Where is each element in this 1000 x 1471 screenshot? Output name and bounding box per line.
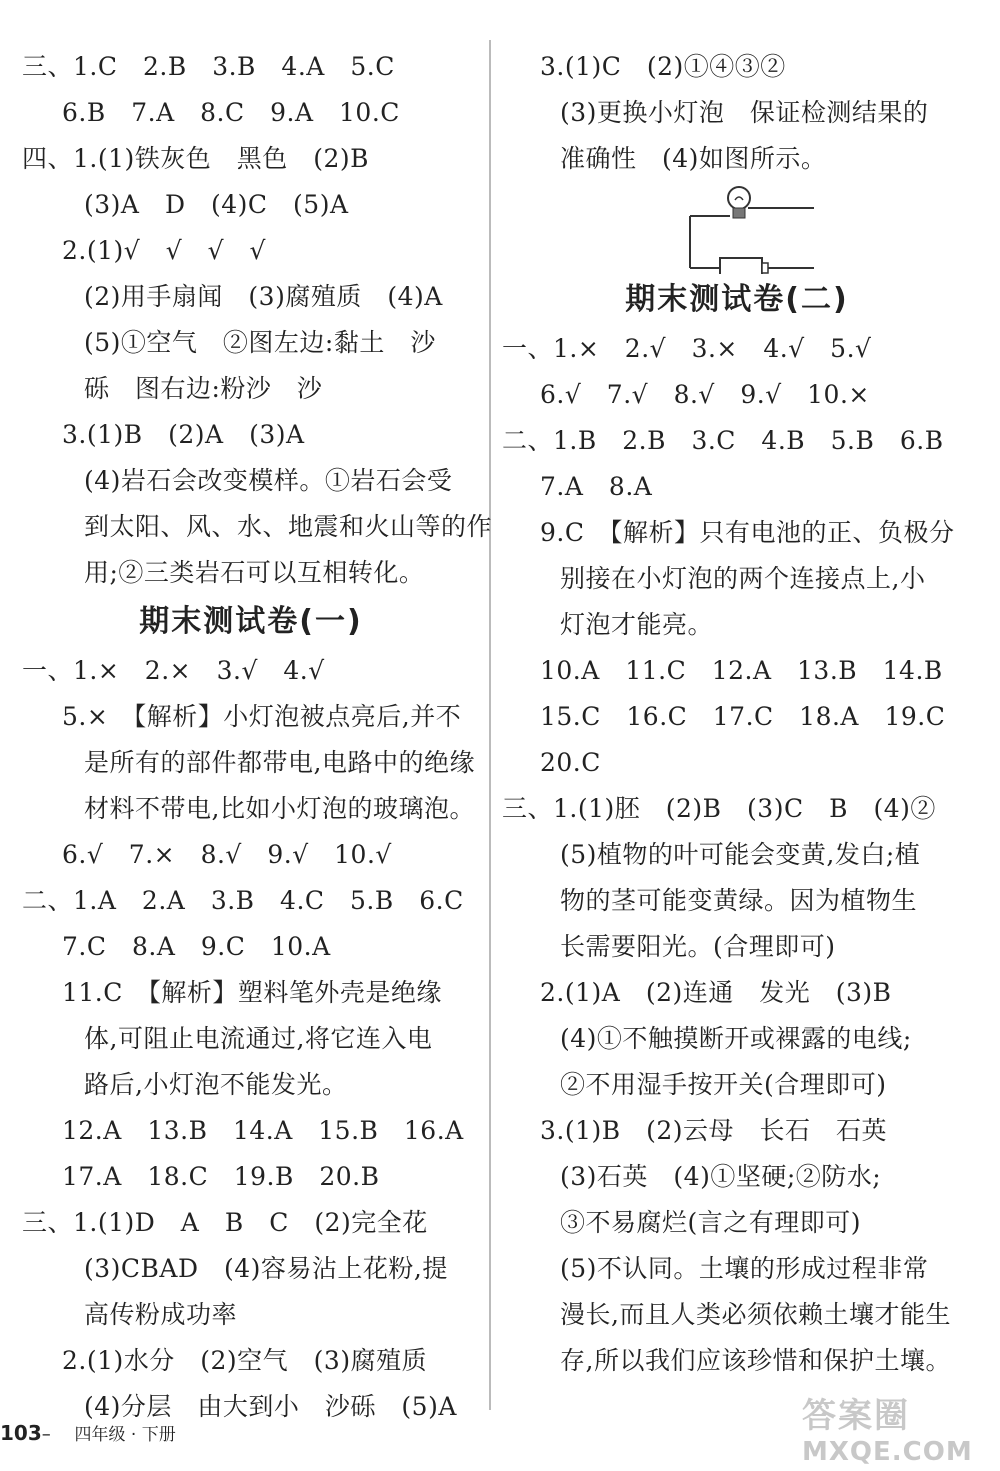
answer-line: ②不用湿手按开关(合理即可) <box>560 1070 887 1099</box>
answer-line: 一、1.× 2.√ 3.× 4.√ 5.√ <box>502 334 872 363</box>
watermark <box>802 1388 992 1468</box>
answer-line: (3)石英 (4)①坚硬;②防水; <box>560 1162 882 1191</box>
answer-line: 7.C 8.A 9.C 10.A <box>62 932 331 961</box>
answer-line: (5)①空气 ②图左边:黏土 沙 <box>84 328 436 357</box>
watermark-url: MXQE.COM <box>802 1437 973 1467</box>
answer-line: 15.C 16.C 17.C 18.A 19.C <box>540 702 946 731</box>
answer-line: (5)不认同。土壤的形成过程非常 <box>560 1254 929 1283</box>
answer-line: (3)A D (4)C (5)A <box>84 190 349 219</box>
answer-line: (2)用手扇闻 (3)腐殖质 (4)A <box>84 282 443 311</box>
answer-line: 物的茎可能变黄绿。因为植物生 <box>560 886 918 915</box>
answer-line: 3.(1)C (2)①④③② <box>540 52 786 81</box>
section-title: 期末测试卷(一) <box>139 604 363 639</box>
bulb-base-icon <box>733 208 745 218</box>
answer-line: 7.A 8.A <box>540 472 653 501</box>
answer-line: 二、1.B 2.B 3.C 4.B 5.B 6.B <box>502 426 944 455</box>
answer-line: 5.× 【解析】小灯泡被点亮后,并不 <box>62 702 462 731</box>
battery-icon <box>720 258 762 274</box>
answer-line: (4)①不触摸断开或裸露的电线; <box>560 1024 912 1053</box>
circuit-diagram <box>502 182 972 274</box>
answer-line: 灯泡才能亮。 <box>560 610 714 639</box>
answer-line: 3.(1)B (2)云母 长石 石英 <box>540 1116 888 1145</box>
column-divider <box>489 40 491 1410</box>
left-column <box>22 44 493 1430</box>
answer-line: 材料不带电,比如小灯泡的玻璃泡。 <box>84 794 475 823</box>
battery-terminal-icon <box>762 263 768 273</box>
answer-line: 体,可阻止电流通过,将它连入电 <box>84 1024 433 1053</box>
answer-line: 二、1.A 2.A 3.B 4.C 5.B 6.C <box>22 886 464 915</box>
page-number: 103 <box>0 1421 42 1445</box>
answer-line: (3)CBAD (4)容易沾上花粉,提 <box>84 1254 448 1283</box>
answer-line: 路后,小灯泡不能发光。 <box>84 1070 348 1099</box>
section-title: 期末测试卷(二) <box>625 282 849 317</box>
answer-line: 17.A 18.C 19.B 20.B <box>62 1162 380 1191</box>
answer-line: 10.A 11.C 12.A 13.B 14.B <box>540 656 943 685</box>
answer-line: 砾 图右边:粉沙 沙 <box>84 374 323 403</box>
answer-line: 三、1.(1)D A B C (2)完全花 <box>22 1208 428 1237</box>
answer-line: 一、1.× 2.× 3.√ 4.√ <box>22 656 325 685</box>
answer-line: 12.A 13.B 14.A 15.B 16.A <box>62 1116 464 1145</box>
answer-line: 6.√ 7.× 8.√ 9.√ 10.√ <box>62 840 392 869</box>
answer-line: 四、1.(1)铁灰色 黑色 (2)B <box>22 144 370 173</box>
answer-line: 20.C <box>540 748 601 777</box>
answer-line: 到太阳、风、水、地震和火山等的作 <box>84 512 493 541</box>
answer-line: (5)植物的叶可能会变黄,发白;植 <box>560 840 921 869</box>
answer-line: (4)分层 由大到小 沙砾 (5)A <box>84 1392 457 1421</box>
answer-line: 存,所以我们应该珍惜和保护土壤。 <box>560 1346 951 1375</box>
circuit-svg <box>682 182 822 274</box>
answer-line: 2.(1)水分 (2)空气 (3)腐殖质 <box>62 1346 428 1375</box>
answer-line: 是所有的部件都带电,电路中的绝缘 <box>84 748 475 777</box>
answer-line: 2.(1)√ √ √ √ <box>62 236 266 265</box>
answer-line: (4)岩石会改变模样。①岩石会受 <box>84 466 453 495</box>
right-top-block <box>502 44 972 182</box>
right-bottom-block <box>502 274 972 1384</box>
answer-line: 三、1.C 2.B 3.B 4.A 5.C <box>22 52 395 81</box>
answer-line: (3)更换小灯泡 保证检测结果的 <box>560 98 929 127</box>
answer-line: 9.C 【解析】只有电池的正、负极分 <box>540 518 955 547</box>
answer-line: 长需要阳光。(合理即可) <box>560 932 836 961</box>
answer-line: 三、1.(1)胚 (2)B (3)C B (4)② <box>502 794 936 823</box>
answer-line: 漫长,而且人类必须依赖土壤才能生 <box>560 1300 951 1329</box>
answer-line: 2.(1)A (2)连通 发光 (3)B <box>540 978 892 1007</box>
bulb-filament-icon <box>735 197 743 200</box>
right-column <box>502 44 972 1384</box>
page-footer: 103– 四年级 · 下册 <box>0 1421 176 1445</box>
answer-line: 6.B 7.A 8.C 9.A 10.C <box>62 98 400 127</box>
bulb-icon <box>728 187 750 209</box>
answer-line: 准确性 (4)如图所示。 <box>560 144 827 173</box>
answer-line: ③不易腐烂(言之有理即可) <box>560 1208 862 1237</box>
answer-line: 高传粉成功率 <box>84 1300 238 1329</box>
answer-line: 6.√ 7.√ 8.√ 9.√ 10.× <box>540 380 870 409</box>
answer-line: 3.(1)B (2)A (3)A <box>62 420 305 449</box>
answer-line: 用;②三类岩石可以互相转化。 <box>84 558 425 587</box>
answer-line: 别接在小灯泡的两个连接点上,小 <box>560 564 926 593</box>
watermark-title: 答案圈 <box>802 1396 910 1436</box>
grade-label: 四年级 · 下册 <box>74 1425 176 1445</box>
answer-line: 11.C 【解析】塑料笔外壳是绝缘 <box>62 978 442 1007</box>
